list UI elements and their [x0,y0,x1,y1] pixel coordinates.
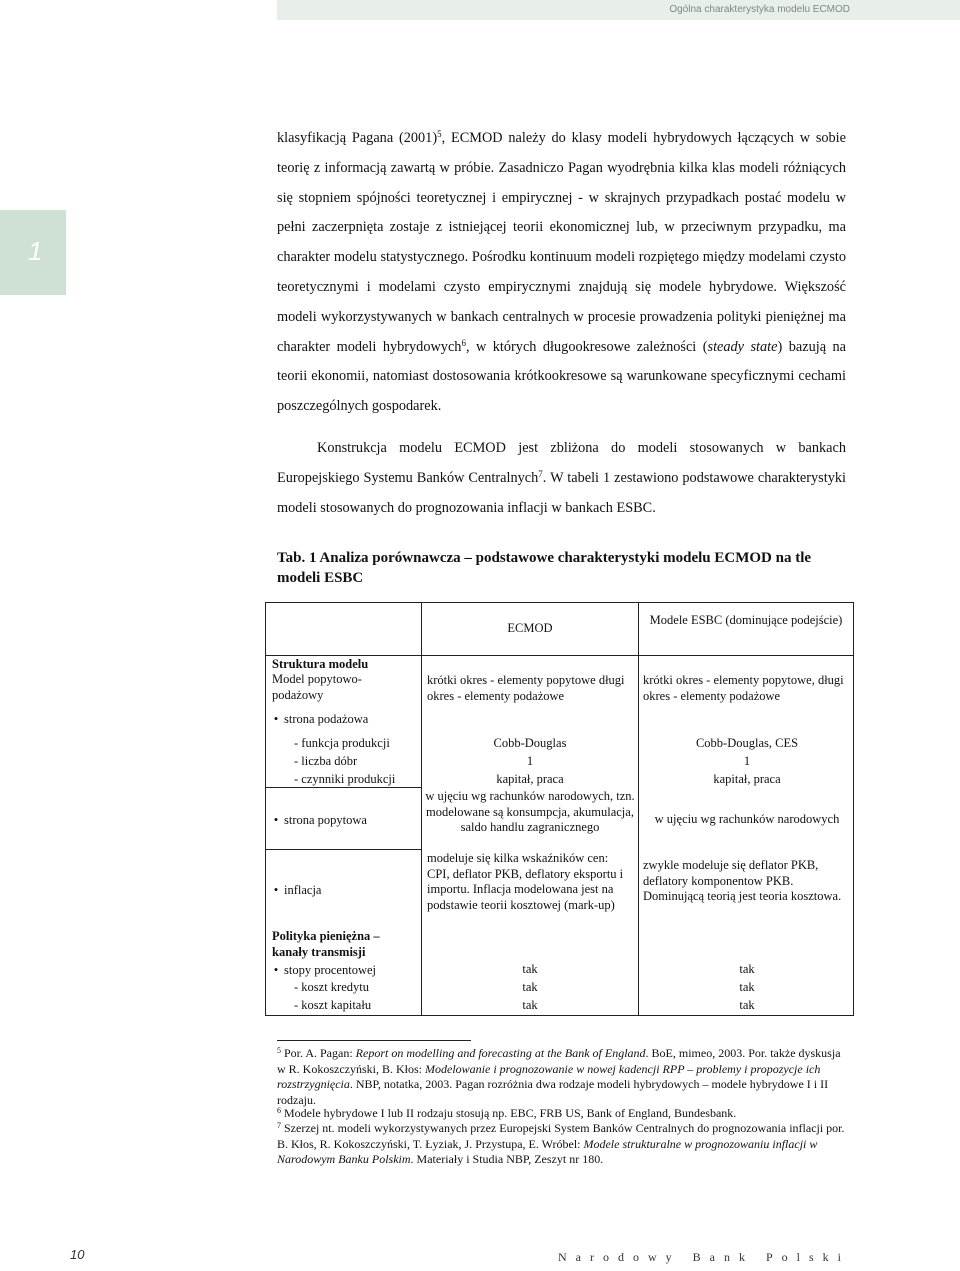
ecmod-stopy: tak [522,962,538,976]
italic-title: Modelowanie i prognozowanie w nowej kadencji RPP – problemy i propozycje ich rozstrzygnięcia [277,1061,821,1091]
esbc-liczba: 1 [743,754,751,768]
column-divider [421,603,422,1015]
ecmod-kapital: tak [522,998,538,1012]
footnote-7 [277,1121,847,1168]
section-struktura: Struktura modelu [272,657,369,671]
row-label-inflacja: • inflacja [268,882,418,899]
header-band [277,0,960,20]
text-span: Por. A. Pagan: [281,1046,356,1060]
chapter-number: 1 [28,236,43,266]
col-header-ecmod: ECMOD [507,621,553,635]
italic-term: steady state [707,338,778,355]
esbc-kredyt: tak [739,980,755,994]
header-rule [266,655,853,656]
ecmod-czynniki: kapitał, praca [496,772,564,786]
footnote-ref-6: 6 [461,337,466,348]
row-label-liczba: - liczba dóbr [294,754,358,768]
publisher-name: Narodowy Bank Polski [558,1250,850,1264]
text-span: klasyfikacją Pagana (2001) [277,130,438,146]
col-header-esbc: Modele ESBC (dominujące podejście) [649,613,843,627]
esbc-kapital: tak [739,998,755,1012]
row-label-funkcja: - funkcja produkcji [294,736,390,750]
footnote-number: 6 [277,1106,281,1115]
row-label-podazowa: • strona podażowa [268,711,418,728]
footnote-number: 7 [277,1121,281,1130]
paragraph-2 [277,434,846,523]
text-span: , w których długookresowe zależności ( [465,338,708,355]
esbc-model: krótki okres - elementy popytowe, długi okres - elementy podażowe [643,673,844,703]
ecmod-funkcja: Cobb-Douglas [493,736,567,750]
comparison-table [265,602,854,1016]
esbc-stopy: tak [739,962,755,976]
footnote-ref-7: 7 [538,468,543,479]
text-span: . W tabeli 1 zestawiono podstawowe charakterystyki modeli stosowanych do prognozowania inflacji w bankach ESBC. [277,469,846,516]
page-number: 10 [70,1247,85,1262]
section-polityka: Polityka pieniężna – kanały transmisji [272,929,380,959]
esbc-inflacja: zwykle modeluje się deflator PKB, deflatory komponentow PKB. Dominującą teorią jest teoria kosztowa. [643,858,842,903]
ecmod-popyt: w ujęciu wg rachunków narodowych, tzn. modelowane są konsumpcja, akumulacja, saldo handlu zagranicznego [425,789,635,834]
row-label-stopy: • stopy procentowej [268,962,418,979]
text-span: Szerzej nt. modeli wykorzystywanych przez Europejski System Banków Centralnych do prognozowania inflacji por. B. Kłos, R. Kokoszczyński, T. Łyziak, J. Przystupa, E. Wróbel: [277,1121,845,1151]
esbc-funkcja: Cobb-Douglas, CES [695,736,799,750]
ecmod-model: krótki okres - elementy popytowe długi okres - elementy podażowe [427,673,625,703]
footnote-6 [277,1106,847,1122]
text-span: , ECMOD należy do klasy modeli hybrydowych łączących w sobie teorię z informacją zawartą w próbie. Zasadniczo Pagan wyodrębnia kilka klas modeli różniących się stopniem spójności teoretycznej i empirycznej - w skrajnych przypadkach postać modelu w pełni zaczerpnięta zostaje z istniejącej teorii ekonomicznej lub, w przeciwnym przypadku, ma charakter modelu statystycznego. Pośrodku kontinuum modeli rozpiętego między modelami czysto teoretycznymi i modelami czysto empirycznymi znajdują się modele hybrydowe. Większość modeli wykorzystywanych w bankach centralnych w procesie prowadzenia polityki pieniężnej ma charakter modeli hybrydowych [277,130,847,355]
text-span: ) bazują na teorii ekonomii, natomiast dostosowania krótkookresowe są warunkowane specyficznymi cechami poszczególnych gospodarek. [277,338,846,415]
footnote-ref-5: 5 [437,129,442,139]
text-span: . NBP, notatka, 2003. Pagan rozróżnia dwa rodzaje modeli hybrydowych – modele hybrydowe I i II rodzaju. [277,1077,829,1107]
row-label-kredyt: - koszt kredytu [294,980,369,994]
row-rule [266,849,421,850]
row-rule [266,787,421,788]
row-label-model: Model popytowo-podażowy [272,672,362,702]
footnote-rule [277,1040,471,1041]
column-divider [638,603,639,1015]
text-span: . BoE, mimeo, 2003. Por. także dyskusja w R. Kokoszczyński, B. Kłos: [277,1046,841,1076]
text-span: . Materiały i Studia NBP, Zeszyt nr 180. [410,1152,604,1166]
ecmod-inflacja: modeluje się kilka wskaźników cen: CPI, deflator PKB, deflatory eksportu i importu. Inflacja modelowana jest na podstawie teorii kosztowej (mark-up) [427,851,624,912]
row-label-czynniki: - czynniki produkcji [294,772,396,786]
text-span: Modele hybrydowe I lub II rodzaju stosują np. EBC, FRB US, Bank of England, Bundesbank. [281,1106,737,1120]
text-span: Konstrukcja modelu ECMOD jest zbliżona do modeli stosowanych w bankach Europejskiego Systemu Banków Centralnych [277,440,846,486]
esbc-popyt: w ujęciu wg rachunków narodowych [654,812,840,826]
footnote-5 [277,1046,847,1108]
footnote-number: 5 [277,1046,281,1055]
table-title: Tab. 1 Analiza porównawcza – podstawowe charakterystyki modelu ECMOD na tle modeli ESBC [277,550,812,586]
row-label-popytowa: • strona popytowa [268,812,418,829]
running-title: Ogólna charakterystyka modelu ECMOD [669,4,850,15]
row-label-kapital: - koszt kapitału [294,998,372,1012]
ecmod-liczba: 1 [526,754,534,768]
italic-title: Modele strukturalne w prognozowaniu inflacji w Narodowym Banku Polskim [277,1136,818,1166]
paragraph-1 [277,124,846,422]
italic-title: Report on modelling and forecasting at the Bank of England [355,1046,646,1060]
ecmod-kredyt: tak [522,980,538,994]
esbc-czynniki: kapitał, praca [713,772,781,786]
